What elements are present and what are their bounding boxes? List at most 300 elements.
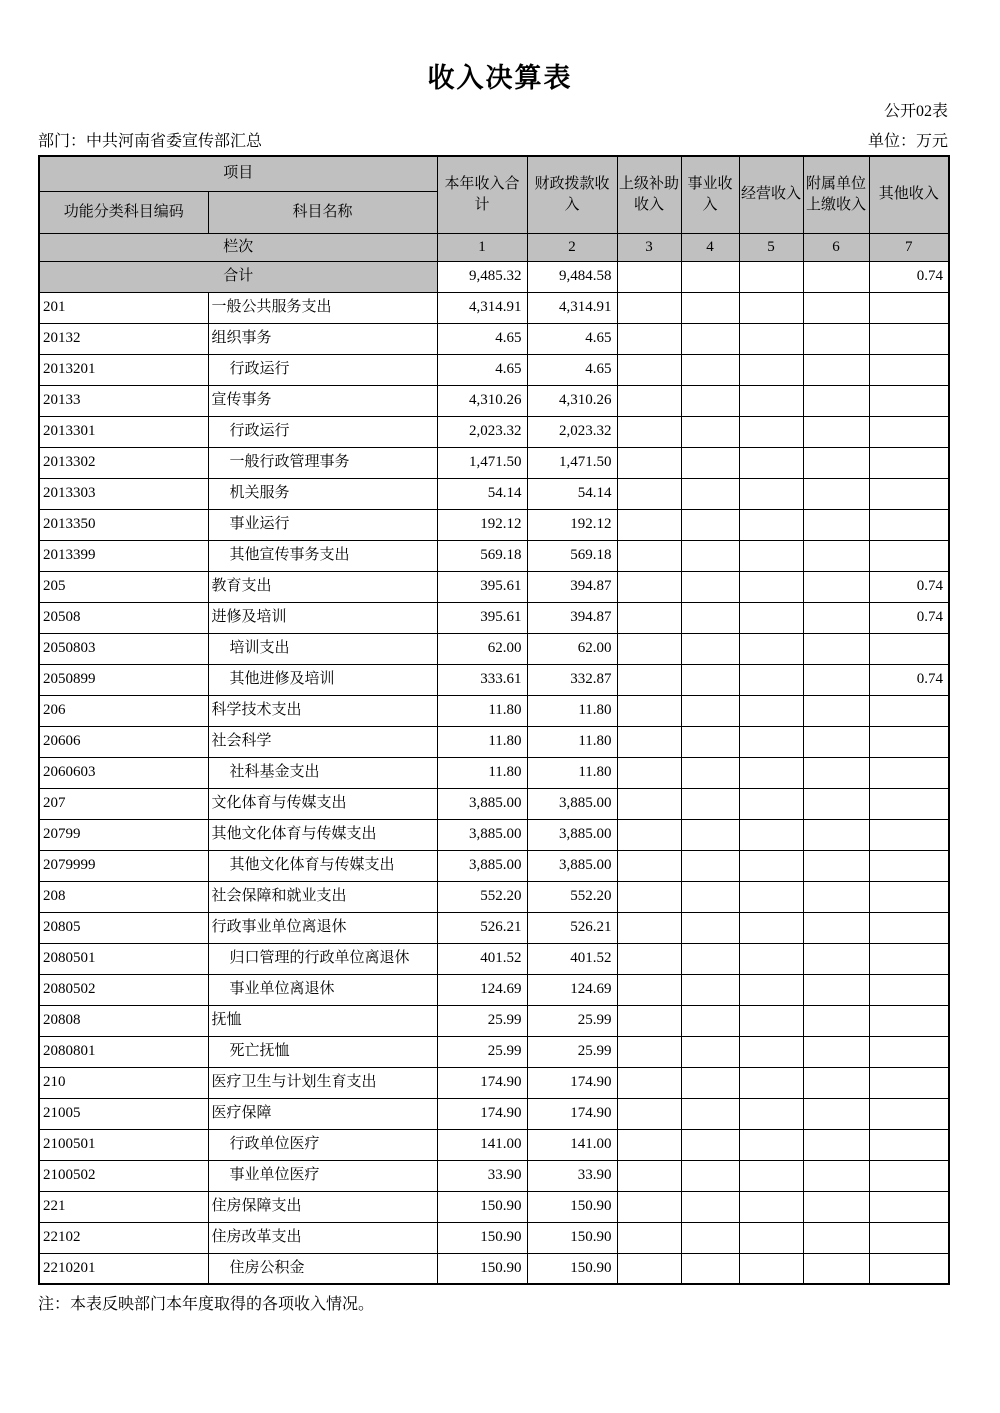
- row-value-cell: [869, 819, 949, 850]
- row-value-cell: [617, 1191, 681, 1222]
- row-value-cell: 3,885.00: [437, 850, 527, 881]
- row-value-cell: 4,310.26: [437, 385, 527, 416]
- table-row: [39, 1129, 949, 1160]
- row-value-cell: 33.90: [527, 1160, 617, 1191]
- row-value-cell: [803, 788, 869, 819]
- row-name-cell: 一般行政管理事务: [208, 447, 437, 478]
- row-code-cell: 20808: [39, 1005, 208, 1036]
- row-value-cell: [803, 323, 869, 354]
- table-row: [39, 633, 949, 664]
- total-value-cell: [681, 261, 739, 292]
- row-value-cell: 4,314.91: [527, 292, 617, 323]
- row-code-cell: 2080801: [39, 1036, 208, 1067]
- row-value-cell: [617, 881, 681, 912]
- row-value-cell: 552.20: [437, 881, 527, 912]
- row-value-cell: [803, 757, 869, 788]
- row-value-cell: [803, 385, 869, 416]
- header-lanci: 栏次: [39, 233, 437, 261]
- row-value-cell: [869, 447, 949, 478]
- row-value-cell: [739, 881, 803, 912]
- row-value-cell: [869, 726, 949, 757]
- row-code-cell: 2210201: [39, 1253, 208, 1284]
- row-value-cell: [739, 943, 803, 974]
- row-value-cell: 192.12: [527, 509, 617, 540]
- row-value-cell: [869, 974, 949, 1005]
- row-name-cell: 机关服务: [208, 478, 437, 509]
- table-row: [39, 602, 949, 633]
- table-row: [39, 509, 949, 540]
- row-value-cell: [681, 447, 739, 478]
- row-name-cell: 其他文化体育与传媒支出: [208, 819, 437, 850]
- row-value-cell: [617, 354, 681, 385]
- table-row: [39, 664, 949, 695]
- row-value-cell: [739, 447, 803, 478]
- row-value-cell: 4.65: [527, 323, 617, 354]
- row-value-cell: 333.61: [437, 664, 527, 695]
- row-value-cell: [803, 354, 869, 385]
- row-value-cell: [617, 323, 681, 354]
- row-value-cell: 4,310.26: [527, 385, 617, 416]
- row-value-cell: 2,023.32: [527, 416, 617, 447]
- header-col-superior-subsidy: 上级补助收入: [617, 156, 681, 233]
- row-value-cell: [681, 757, 739, 788]
- row-value-cell: [617, 757, 681, 788]
- row-code-cell: 221: [39, 1191, 208, 1222]
- table-row: [39, 726, 949, 757]
- row-value-cell: 62.00: [527, 633, 617, 664]
- table-row: [39, 540, 949, 571]
- row-value-cell: [739, 478, 803, 509]
- row-value-cell: [617, 478, 681, 509]
- row-value-cell: [617, 292, 681, 323]
- row-value-cell: 332.87: [527, 664, 617, 695]
- row-code-cell: 2060603: [39, 757, 208, 788]
- row-value-cell: [739, 602, 803, 633]
- row-value-cell: [681, 540, 739, 571]
- row-name-cell: 行政单位医疗: [208, 1129, 437, 1160]
- table-row: [39, 478, 949, 509]
- row-name-cell: 其他进修及培训: [208, 664, 437, 695]
- row-value-cell: 33.90: [437, 1160, 527, 1191]
- row-code-cell: 20508: [39, 602, 208, 633]
- row-value-cell: [869, 1036, 949, 1067]
- row-value-cell: [869, 881, 949, 912]
- row-value-cell: [617, 1098, 681, 1129]
- row-value-cell: [869, 478, 949, 509]
- row-value-cell: [681, 819, 739, 850]
- row-value-cell: 2,023.32: [437, 416, 527, 447]
- row-code-cell: 2013302: [39, 447, 208, 478]
- row-value-cell: [739, 1222, 803, 1253]
- table-row: [39, 788, 949, 819]
- row-value-cell: [739, 757, 803, 788]
- row-value-cell: [869, 416, 949, 447]
- header-colnum-1: 1: [437, 233, 527, 261]
- row-name-cell: 社会保障和就业支出: [208, 881, 437, 912]
- row-value-cell: [617, 571, 681, 602]
- row-value-cell: 569.18: [437, 540, 527, 571]
- row-value-cell: [803, 1005, 869, 1036]
- row-value-cell: [869, 509, 949, 540]
- row-value-cell: 150.90: [527, 1222, 617, 1253]
- row-value-cell: [681, 664, 739, 695]
- row-name-cell: 组织事务: [208, 323, 437, 354]
- row-value-cell: [803, 974, 869, 1005]
- table-header: [39, 156, 949, 261]
- row-name-cell: 一般公共服务支出: [208, 292, 437, 323]
- row-value-cell: [803, 695, 869, 726]
- row-value-cell: [617, 819, 681, 850]
- table-row: [39, 1160, 949, 1191]
- header-colnum-7: 7: [869, 233, 949, 261]
- row-name-cell: 医疗卫生与计划生育支出: [208, 1067, 437, 1098]
- row-value-cell: 11.80: [527, 757, 617, 788]
- table-row: [39, 354, 949, 385]
- row-value-cell: [803, 416, 869, 447]
- row-value-cell: 11.80: [437, 695, 527, 726]
- row-value-cell: [803, 447, 869, 478]
- table-row: [39, 1067, 949, 1098]
- table-row: [39, 943, 949, 974]
- row-value-cell: 25.99: [527, 1036, 617, 1067]
- total-value-cell: [617, 261, 681, 292]
- row-value-cell: 0.74: [869, 571, 949, 602]
- table-row: [39, 1005, 949, 1036]
- row-value-cell: [739, 1160, 803, 1191]
- row-name-cell: 科学技术支出: [208, 695, 437, 726]
- row-value-cell: [739, 571, 803, 602]
- row-value-cell: [617, 974, 681, 1005]
- row-code-cell: 2100501: [39, 1129, 208, 1160]
- row-value-cell: 395.61: [437, 571, 527, 602]
- row-value-cell: [803, 540, 869, 571]
- row-value-cell: [739, 1067, 803, 1098]
- row-value-cell: [617, 1160, 681, 1191]
- row-name-cell: 社会科学: [208, 726, 437, 757]
- row-value-cell: [617, 633, 681, 664]
- row-value-cell: 3,885.00: [437, 819, 527, 850]
- header-colnum-5: 5: [739, 233, 803, 261]
- row-value-cell: [803, 726, 869, 757]
- table-row: [39, 1098, 949, 1129]
- row-value-cell: 526.21: [527, 912, 617, 943]
- row-value-cell: 141.00: [437, 1129, 527, 1160]
- row-value-cell: [681, 1129, 739, 1160]
- department-label: 部门：中共河南省委宣传部汇总: [38, 133, 263, 150]
- row-value-cell: [803, 509, 869, 540]
- row-value-cell: [739, 323, 803, 354]
- row-value-cell: [739, 1253, 803, 1284]
- row-value-cell: [617, 912, 681, 943]
- header-col-annual-total: 本年收入合计: [437, 156, 527, 233]
- row-value-cell: 552.20: [527, 881, 617, 912]
- row-value-cell: 1,471.50: [527, 447, 617, 478]
- table-row: [39, 1191, 949, 1222]
- row-value-cell: [681, 478, 739, 509]
- row-value-cell: [739, 1036, 803, 1067]
- row-value-cell: [617, 1129, 681, 1160]
- row-value-cell: [803, 1160, 869, 1191]
- row-value-cell: [803, 633, 869, 664]
- row-value-cell: [681, 1253, 739, 1284]
- row-value-cell: [869, 1098, 949, 1129]
- row-value-cell: [681, 1191, 739, 1222]
- row-value-cell: [869, 1253, 949, 1284]
- row-name-cell: 宣传事务: [208, 385, 437, 416]
- row-value-cell: [739, 1191, 803, 1222]
- row-name-cell: 教育支出: [208, 571, 437, 602]
- row-value-cell: [739, 695, 803, 726]
- total-value-cell: 9,484.58: [527, 261, 617, 292]
- row-name-cell: 进修及培训: [208, 602, 437, 633]
- row-code-cell: 2080502: [39, 974, 208, 1005]
- table-row: [39, 1222, 949, 1253]
- row-name-cell: 文化体育与传媒支出: [208, 788, 437, 819]
- row-code-cell: 21005: [39, 1098, 208, 1129]
- table-row: [39, 385, 949, 416]
- row-value-cell: 0.74: [869, 602, 949, 633]
- row-value-cell: 4.65: [437, 323, 527, 354]
- row-value-cell: [869, 385, 949, 416]
- row-code-cell: 2100502: [39, 1160, 208, 1191]
- row-name-cell: 事业单位医疗: [208, 1160, 437, 1191]
- row-value-cell: [869, 1005, 949, 1036]
- row-value-cell: [869, 1191, 949, 1222]
- row-code-cell: 2013399: [39, 540, 208, 571]
- header-col-fiscal-appropriation: 财政拨款收入: [527, 156, 617, 233]
- total-label: 合计: [39, 261, 437, 292]
- row-code-cell: 20132: [39, 323, 208, 354]
- row-value-cell: [869, 354, 949, 385]
- row-code-cell: 210: [39, 1067, 208, 1098]
- row-value-cell: [617, 1222, 681, 1253]
- row-value-cell: 3,885.00: [437, 788, 527, 819]
- row-value-cell: [617, 850, 681, 881]
- row-value-cell: 150.90: [437, 1222, 527, 1253]
- row-value-cell: 124.69: [527, 974, 617, 1005]
- row-value-cell: [869, 850, 949, 881]
- row-code-cell: 22102: [39, 1222, 208, 1253]
- table-row: [39, 1253, 949, 1284]
- table-row: [39, 912, 949, 943]
- row-value-cell: [869, 540, 949, 571]
- row-value-cell: [681, 943, 739, 974]
- row-value-cell: [803, 1036, 869, 1067]
- row-value-cell: [869, 1067, 949, 1098]
- row-value-cell: [739, 788, 803, 819]
- row-value-cell: [617, 385, 681, 416]
- row-value-cell: 141.00: [527, 1129, 617, 1160]
- row-value-cell: 401.52: [527, 943, 617, 974]
- row-value-cell: [617, 695, 681, 726]
- unit-label: 单位：万元: [867, 133, 948, 150]
- row-value-cell: 0.74: [869, 664, 949, 695]
- row-value-cell: [869, 943, 949, 974]
- row-name-cell: 其他宣传事务支出: [208, 540, 437, 571]
- header-col-business-income: 经营收入: [739, 156, 803, 233]
- income-table: [38, 155, 950, 1285]
- row-value-cell: [803, 850, 869, 881]
- row-value-cell: 174.90: [527, 1098, 617, 1129]
- table-row: [39, 695, 949, 726]
- row-value-cell: [739, 1129, 803, 1160]
- header-col-operational-income: 事业收入: [681, 156, 739, 233]
- row-value-cell: [869, 1129, 949, 1160]
- row-value-cell: 3,885.00: [527, 850, 617, 881]
- header-colnum-3: 3: [617, 233, 681, 261]
- row-value-cell: [739, 540, 803, 571]
- row-code-cell: 2080501: [39, 943, 208, 974]
- table-row: [39, 974, 949, 1005]
- row-value-cell: [681, 633, 739, 664]
- row-value-cell: 3,885.00: [527, 788, 617, 819]
- row-value-cell: 4.65: [527, 354, 617, 385]
- row-value-cell: [803, 881, 869, 912]
- row-value-cell: [803, 571, 869, 602]
- row-value-cell: 174.90: [437, 1098, 527, 1129]
- table-body: [39, 261, 949, 1284]
- table-row: [39, 571, 949, 602]
- row-value-cell: [739, 509, 803, 540]
- row-value-cell: [803, 1253, 869, 1284]
- row-value-cell: [739, 850, 803, 881]
- meta-row: [38, 128, 948, 151]
- row-value-cell: [869, 912, 949, 943]
- row-value-cell: [681, 912, 739, 943]
- row-value-cell: [739, 1005, 803, 1036]
- row-value-cell: [869, 1222, 949, 1253]
- row-name-cell: 行政运行: [208, 416, 437, 447]
- row-code-cell: 20805: [39, 912, 208, 943]
- page-title: 收入决算表: [427, 63, 573, 93]
- row-name-cell: 抚恤: [208, 1005, 437, 1036]
- row-value-cell: [681, 788, 739, 819]
- header-project: 项目: [39, 156, 437, 191]
- row-value-cell: [739, 633, 803, 664]
- row-value-cell: 54.14: [527, 478, 617, 509]
- row-name-cell: 事业运行: [208, 509, 437, 540]
- total-value-cell: [739, 261, 803, 292]
- row-value-cell: 174.90: [437, 1067, 527, 1098]
- row-value-cell: [739, 416, 803, 447]
- header-colnum-6: 6: [803, 233, 869, 261]
- table-row: [39, 757, 949, 788]
- row-value-cell: [681, 354, 739, 385]
- row-value-cell: 3,885.00: [527, 819, 617, 850]
- row-value-cell: [617, 602, 681, 633]
- row-value-cell: [869, 633, 949, 664]
- table-row: [39, 1036, 949, 1067]
- row-name-cell: 住房改革支出: [208, 1222, 437, 1253]
- row-value-cell: 124.69: [437, 974, 527, 1005]
- row-value-cell: [803, 1067, 869, 1098]
- row-value-cell: [869, 788, 949, 819]
- row-value-cell: 54.14: [437, 478, 527, 509]
- row-value-cell: [681, 850, 739, 881]
- row-value-cell: [739, 385, 803, 416]
- header-code: 功能分类科目编码: [39, 191, 208, 233]
- row-value-cell: [617, 726, 681, 757]
- row-value-cell: [681, 695, 739, 726]
- row-value-cell: [869, 757, 949, 788]
- row-value-cell: 25.99: [437, 1005, 527, 1036]
- row-value-cell: 11.80: [527, 726, 617, 757]
- row-value-cell: [681, 1160, 739, 1191]
- row-value-cell: [739, 726, 803, 757]
- row-value-cell: [739, 292, 803, 323]
- row-value-cell: [617, 1005, 681, 1036]
- row-name-cell: 事业单位离退休: [208, 974, 437, 1005]
- row-value-cell: [869, 323, 949, 354]
- row-code-cell: 2013350: [39, 509, 208, 540]
- row-value-cell: [617, 788, 681, 819]
- header-col-affiliated-unit: 附属单位上缴收入: [803, 156, 869, 233]
- row-value-cell: [617, 1067, 681, 1098]
- row-value-cell: [617, 943, 681, 974]
- row-code-cell: 2013201: [39, 354, 208, 385]
- total-row: [39, 261, 949, 292]
- row-value-cell: 526.21: [437, 912, 527, 943]
- row-value-cell: [803, 819, 869, 850]
- row-code-cell: 201: [39, 292, 208, 323]
- row-value-cell: [869, 292, 949, 323]
- row-value-cell: [739, 819, 803, 850]
- row-value-cell: [617, 447, 681, 478]
- row-value-cell: [681, 726, 739, 757]
- row-value-cell: [681, 974, 739, 1005]
- row-value-cell: [803, 1098, 869, 1129]
- row-value-cell: [681, 509, 739, 540]
- row-value-cell: [803, 1129, 869, 1160]
- row-value-cell: [681, 323, 739, 354]
- row-value-cell: 1,471.50: [437, 447, 527, 478]
- row-value-cell: 394.87: [527, 571, 617, 602]
- table-row: [39, 447, 949, 478]
- row-code-cell: 20133: [39, 385, 208, 416]
- row-value-cell: [681, 292, 739, 323]
- table-row: [39, 819, 949, 850]
- row-name-cell: 行政运行: [208, 354, 437, 385]
- row-value-cell: [803, 943, 869, 974]
- row-value-cell: [681, 1036, 739, 1067]
- row-value-cell: [803, 664, 869, 695]
- row-value-cell: [869, 1160, 949, 1191]
- row-value-cell: 569.18: [527, 540, 617, 571]
- row-name-cell: 行政事业单位离退休: [208, 912, 437, 943]
- row-code-cell: 206: [39, 695, 208, 726]
- row-value-cell: [681, 416, 739, 447]
- row-name-cell: 医疗保障: [208, 1098, 437, 1129]
- row-code-cell: 20799: [39, 819, 208, 850]
- row-value-cell: [681, 1005, 739, 1036]
- row-value-cell: [803, 602, 869, 633]
- row-value-cell: [803, 1222, 869, 1253]
- row-name-cell: 归口管理的行政单位离退休: [208, 943, 437, 974]
- row-value-cell: 4,314.91: [437, 292, 527, 323]
- row-value-cell: 62.00: [437, 633, 527, 664]
- row-value-cell: [739, 974, 803, 1005]
- row-name-cell: 社科基金支出: [208, 757, 437, 788]
- row-value-cell: 394.87: [527, 602, 617, 633]
- row-value-cell: [681, 881, 739, 912]
- row-name-cell: 住房保障支出: [208, 1191, 437, 1222]
- row-value-cell: 11.80: [527, 695, 617, 726]
- row-value-cell: [681, 1222, 739, 1253]
- header-colnum-4: 4: [681, 233, 739, 261]
- row-value-cell: 150.90: [437, 1253, 527, 1284]
- table-row: [39, 416, 949, 447]
- row-code-cell: 2079999: [39, 850, 208, 881]
